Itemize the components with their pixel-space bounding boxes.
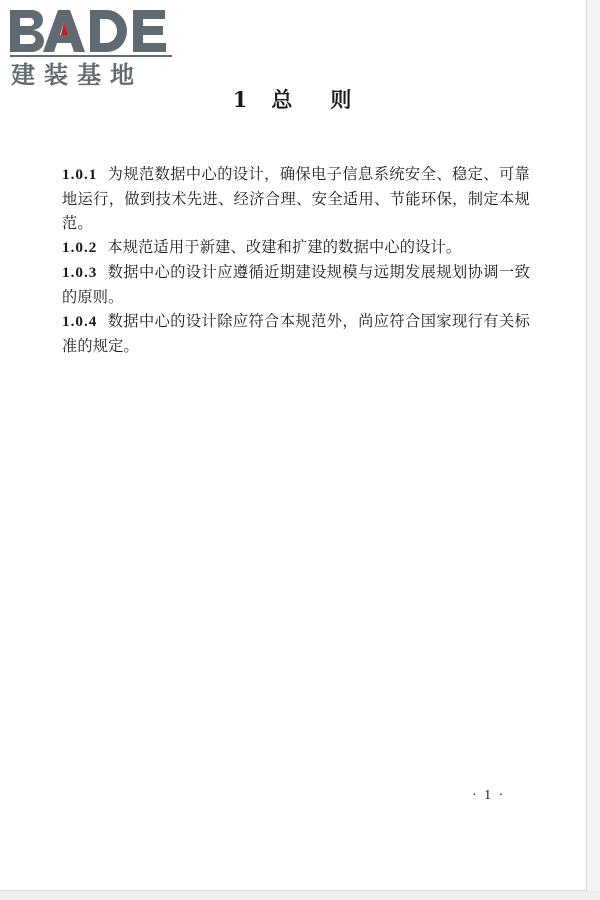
chapter-number: 1 (232, 87, 250, 112)
chapter-title-word-2: 则 (330, 87, 354, 112)
clause-number: 1.0.4 (62, 313, 98, 330)
page-number: · 1 · (472, 788, 506, 803)
clause-number: 1.0.3 (62, 264, 98, 281)
clause-text: 为规范数据中心的设计，确保电子信息系统安全、稳定、可靠地运行，做到技术先进、经济合理、安全适用、节能环保，制定本规范。 (62, 165, 530, 232)
page-edge-shadow (587, 0, 600, 900)
svg-text:建装基地: 建装基地 (11, 61, 143, 88)
clause-number: 1.0.2 (62, 239, 98, 256)
clause-text: 数据中心的设计应遵循近期建设规模与远期发展规划协调一致的原则。 (62, 263, 530, 306)
clause-1-0-1 (62, 162, 530, 235)
clause-list (62, 162, 530, 358)
clause-1-0-3 (62, 260, 530, 309)
bade-watermark-logo (8, 4, 178, 88)
clause-1-0-4 (62, 309, 530, 358)
chapter-title-word-1: 总 (271, 87, 295, 112)
chapter-title (0, 84, 586, 114)
clause-text: 本规范适用于新建、改建和扩建的数据中心的设计。 (107, 238, 462, 256)
clause-text: 数据中心的设计除应符合本规范外，尚应符合国家现行有关标准的规定。 (62, 312, 530, 355)
clause-number: 1.0.1 (62, 166, 98, 183)
clause-1-0-2 (62, 235, 530, 260)
page-bottom-edge (0, 891, 600, 900)
